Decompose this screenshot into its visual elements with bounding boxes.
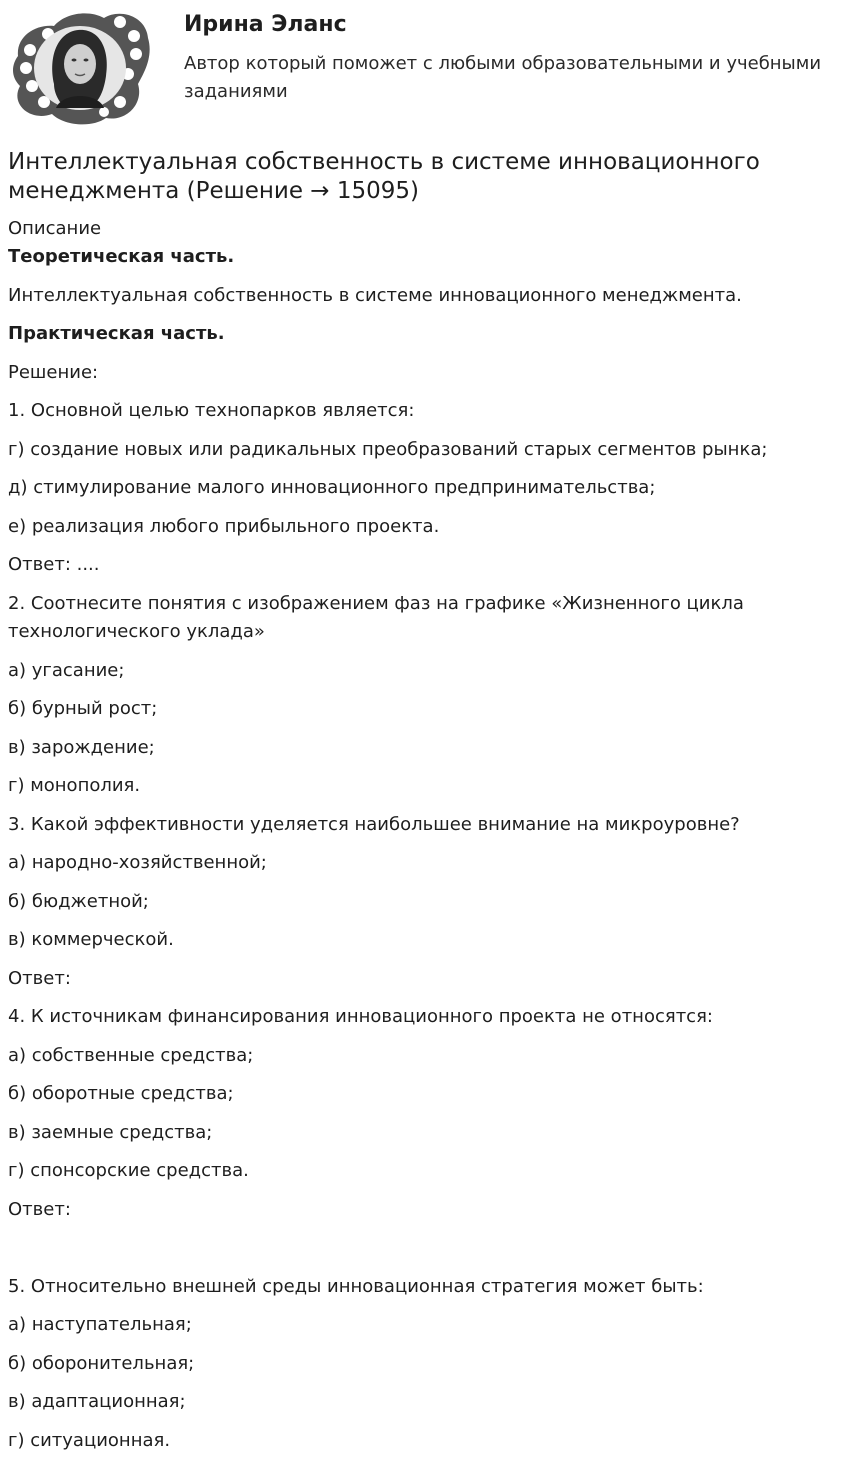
answer-line: Ответ: <box>8 968 71 989</box>
paragraph: Интеллектуальная собственность в системе инновационного менеджмента. <box>8 285 742 306</box>
question-5: 5. Относительно внешней среды инновационная стратегия может быть: <box>8 1276 704 1297</box>
section-heading-practice: Практическая часть. <box>8 323 225 344</box>
question-3: 3. Какой эффективности уделяется наибольшее внимание на микроуровне? <box>8 814 740 835</box>
section-heading-theory: Теоретическая часть. <box>8 246 235 267</box>
author-avatar <box>8 6 150 126</box>
answer-option: в) заемные средства; <box>8 1122 213 1143</box>
answer-option: г) монополия. <box>8 775 141 796</box>
answer-option: а) народно-хозяйственной; <box>8 852 267 873</box>
description-label: Описание <box>8 218 102 239</box>
answer-option: б) оборотные средства; <box>8 1083 234 1104</box>
answer-option: б) бурный рост; <box>8 698 158 719</box>
question-4: 4. К источникам финансирования инновационного проекта не относятся: <box>8 1006 713 1027</box>
answer-option: г) спонсорские средства. <box>8 1160 249 1181</box>
answer-option: д) стимулирование малого инновационного предпринимательства; <box>8 477 656 498</box>
answer-option: а) собственные средства; <box>8 1045 254 1066</box>
answer-option: а) угасание; <box>8 660 125 681</box>
question-1: 1. Основной целью технопарков является: <box>8 400 415 421</box>
answer-option: в) коммерческой. <box>8 929 174 950</box>
answer-option: е) реализация любого прибыльного проекта. <box>8 516 440 537</box>
question-2: 2. Соотнесите понятия с изображением фаз на графике «Жизненного цикла технологического уклада» <box>8 593 744 642</box>
answer-line: Ответ: <box>8 1199 71 1220</box>
answer-option: в) зарождение; <box>8 737 155 758</box>
answer-option: б) бюджетной; <box>8 891 149 912</box>
answer-line: Ответ: .... <box>8 554 100 575</box>
answer-option: г) ситуационная. <box>8 1430 171 1451</box>
answer-option: б) оборонительная; <box>8 1353 195 1374</box>
paragraph: Решение: <box>8 362 99 383</box>
answer-option: г) создание новых или радикальных преобразований старых сегментов рынка; <box>8 439 768 460</box>
author-name[interactable]: Ирина Эланс <box>184 12 347 37</box>
page-title: Интеллектуальная собственность в системе инновационного менеджмента (Решение → 15095) <box>8 149 760 204</box>
author-header <box>0 0 847 135</box>
author-description: Автор который поможет с любыми образовательными и учебными заданиями <box>184 53 822 102</box>
answer-option: а) наступательная; <box>8 1314 192 1335</box>
answer-option: в) адаптационная; <box>8 1391 186 1412</box>
